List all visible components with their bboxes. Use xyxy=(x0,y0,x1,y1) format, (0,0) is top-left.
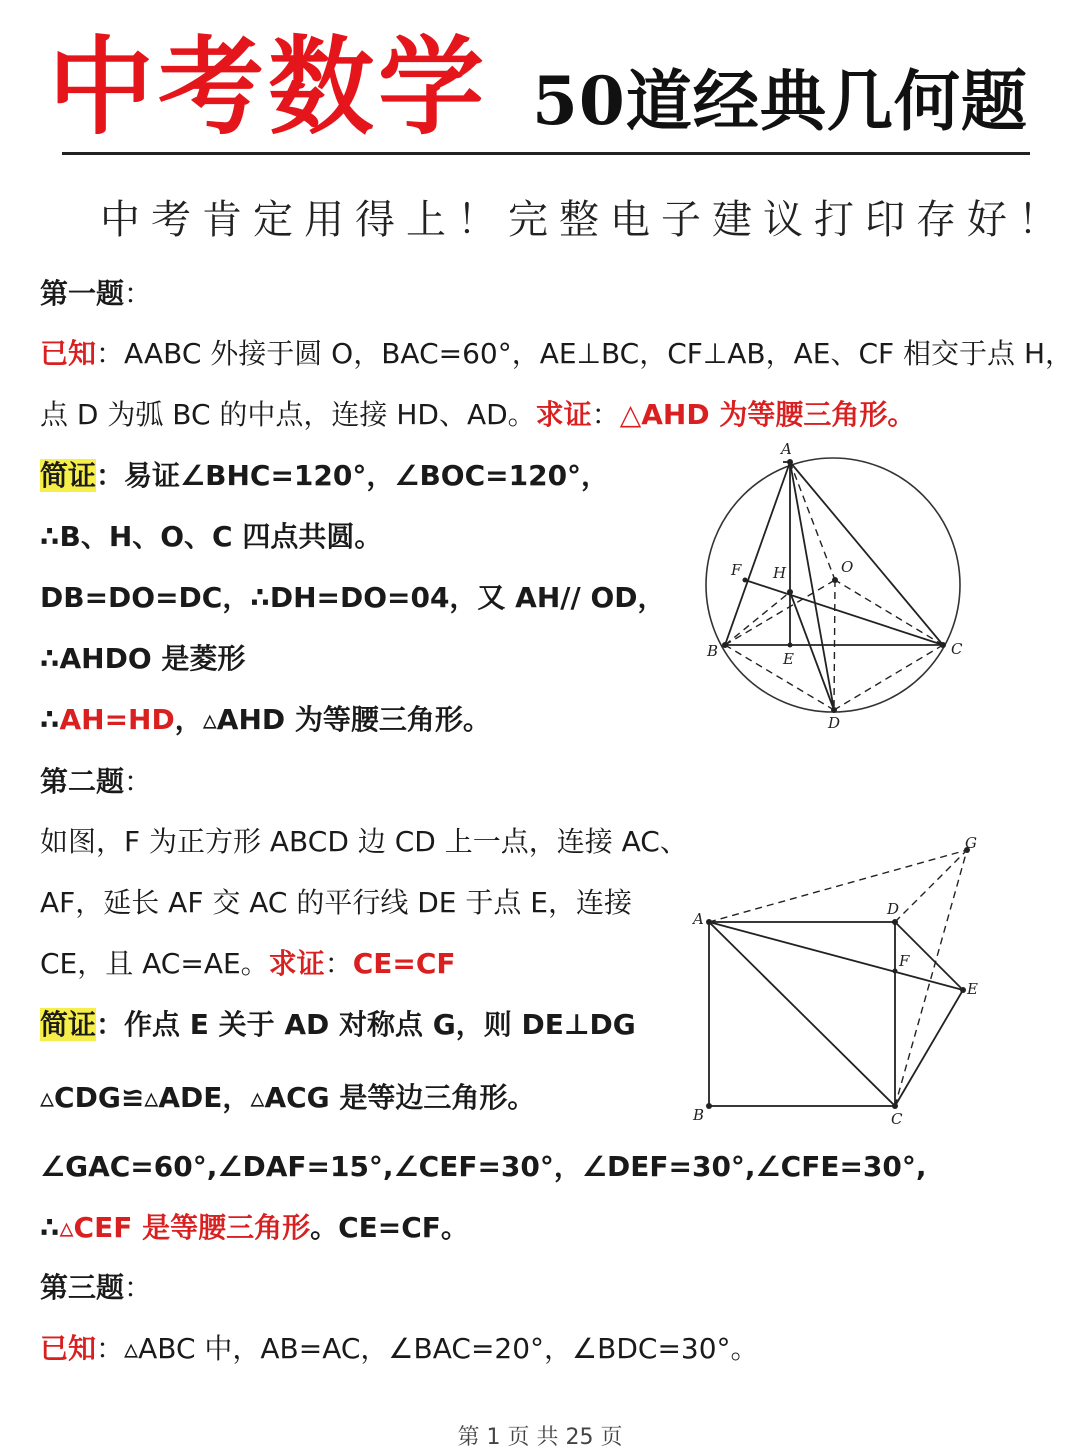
q2-label-a: A xyxy=(693,910,704,928)
q2-proof-4-red: ▵CEF 是等腰三角形 xyxy=(59,1211,311,1244)
q1-circle xyxy=(706,458,960,712)
q1-prove-colon: ： xyxy=(591,398,620,431)
q2-point-e xyxy=(960,987,966,993)
q2-proof-2: ▵CDG≌▵ADE，▵ACG 是等边三角形。 xyxy=(40,1081,536,1114)
q2-segment-cg xyxy=(895,850,967,1106)
q2-proof-4-post: 。CE=CF。 xyxy=(310,1211,469,1244)
q3-heading-text: 第三题 xyxy=(40,1271,125,1304)
q1-known-2 xyxy=(40,395,915,435)
q3-known-label: 已知 xyxy=(40,1332,97,1365)
q1-label-b: B xyxy=(707,642,719,660)
q2-label-e: E xyxy=(967,980,978,998)
q2-text-3 xyxy=(40,944,456,984)
q2-proof-label: 简证 xyxy=(40,1008,97,1041)
q1-proof-5 xyxy=(40,700,491,740)
q1-segment-bo xyxy=(725,580,835,645)
q1-point-e xyxy=(788,643,793,648)
q1-side-ab xyxy=(725,462,790,645)
q1-point-a xyxy=(787,459,793,465)
q2-heading-text: 第二题 xyxy=(40,765,125,798)
q2-heading-colon: ： xyxy=(124,765,153,798)
q2-text3: CE，且 AC=AE。 xyxy=(40,947,269,980)
q1-point-b xyxy=(722,642,728,648)
q2-point-b xyxy=(706,1103,712,1109)
page-subtitle: 50道经典几何题 xyxy=(532,62,1028,140)
q1-proof-1 xyxy=(40,456,609,496)
q1-proof-2: ∴B、H、O、C 四点共圆。 xyxy=(40,520,383,553)
q2-label-c: C xyxy=(891,1110,903,1128)
q1-segment-ad xyxy=(790,462,834,710)
q1-label-c: C xyxy=(951,640,963,658)
q2-segment-ae xyxy=(709,922,963,990)
q1-side-ac xyxy=(790,462,943,645)
q1-point-o xyxy=(832,577,838,583)
q2-label-d: D xyxy=(887,900,900,918)
q1-proof-4: ∴AHDO 是菱形 xyxy=(40,642,246,675)
q1-point-d xyxy=(831,707,837,713)
q1-prove-text: △AHD 为等腰三角形。 xyxy=(619,398,916,431)
q1-label-o: O xyxy=(841,558,854,576)
q1-proof-line1: ：易证∠BHC=120°，∠BOC=120°， xyxy=(96,459,610,492)
q3-heading-colon: ： xyxy=(124,1271,153,1304)
q1-known-text2: 点 D 为弧 BC 的中点，连接 HD、AD。 xyxy=(40,398,536,431)
q2-label-g: G xyxy=(965,834,977,852)
q1-known xyxy=(40,334,1073,374)
q2-segment-ce xyxy=(895,990,963,1106)
q2-proof-4-pre: ∴ xyxy=(40,1211,60,1244)
q2-diagonal-ac xyxy=(709,922,895,1106)
q2-point-c xyxy=(892,1103,898,1109)
q1-segment-co xyxy=(835,580,943,645)
q1-known-label: 已知 xyxy=(40,337,97,370)
q1-segment-cd xyxy=(834,645,943,710)
q1-label-e: E xyxy=(783,650,794,668)
q1-heading-text: 第一题 xyxy=(40,277,125,310)
q1-proof-5-post: ，▵AHD 为等腰三角形。 xyxy=(174,703,491,736)
q2-point-a xyxy=(706,919,712,925)
q2-proof-3: ∠GAC=60°,∠DAF=15°,∠CEF=30°，∠DEF=30°,∠CFE=30°, xyxy=(40,1150,927,1183)
q2-text-1: 如图，F 为正方形 ABCD 边 CD 上一点，连接 AC、 xyxy=(40,825,688,858)
q2-label-b: B xyxy=(693,1106,705,1124)
q1-point-c xyxy=(940,642,946,648)
q1-segment-hd xyxy=(790,592,834,710)
q1-label-d: D xyxy=(828,714,841,732)
q2-figure xyxy=(685,830,985,1130)
banner-text: 中考肯定用得上！完整电子建议打印存好！ xyxy=(100,197,1069,243)
q1-segment-od xyxy=(834,580,835,710)
q2-prove-label: 求证 xyxy=(268,947,325,980)
page-title: 中考数学 xyxy=(48,24,488,149)
q1-proof-5-red: AH=HD xyxy=(59,703,175,736)
q1-heading xyxy=(40,274,152,314)
q1-heading-colon: ： xyxy=(124,277,153,310)
q1-prove-label: 求证 xyxy=(535,398,592,431)
q2-heading xyxy=(40,762,152,802)
page-number: 第 1 页 共 25 页 xyxy=(457,1425,623,1450)
q2-text-2: AF，延长 AF 交 AC 的平行线 DE 于点 E，连接 xyxy=(40,886,632,919)
q2-label-f: F xyxy=(899,952,910,970)
q3-known-text: ：▵ABC 中，AB=AC，∠BAC=20°，∠BDC=30°。 xyxy=(96,1332,759,1365)
q2-proof-4 xyxy=(40,1208,469,1248)
q1-label-a: A xyxy=(781,440,792,458)
q2-proof-1 xyxy=(40,1005,636,1045)
q1-proof-5-pre: ∴ xyxy=(40,703,60,736)
q2-prove-colon: ： xyxy=(324,947,353,980)
title-divider xyxy=(62,152,1030,155)
q1-figure xyxy=(695,440,985,740)
q2-proof-line1: ：作点 E 关于 AD 对称点 G，则 DE⊥DG xyxy=(96,1008,636,1041)
q1-proof-3: DB=DO=DC，∴DH=DO=04，又 AH// OD， xyxy=(40,581,666,614)
q1-label-f: F xyxy=(731,561,742,579)
q2-point-d xyxy=(892,919,898,925)
q1-label-h: H xyxy=(773,564,787,582)
q1-point-h xyxy=(787,589,793,595)
q2-prove-text: CE=CF xyxy=(352,947,456,980)
q1-segment-ao xyxy=(790,462,835,580)
q1-proof-label: 简证 xyxy=(40,459,97,492)
q3-known xyxy=(40,1329,759,1369)
q1-altitude-cf xyxy=(745,580,943,645)
q3-heading xyxy=(40,1268,152,1308)
q2-segment-ag xyxy=(709,850,967,922)
q1-point-f xyxy=(743,578,748,583)
q2-point-f xyxy=(893,969,898,974)
q1-known-text: ：AABC 外接于圆 O，BAC=60°，AE⊥BC，CF⊥AB，AE、CF 相交于点 H， xyxy=(96,337,1073,370)
